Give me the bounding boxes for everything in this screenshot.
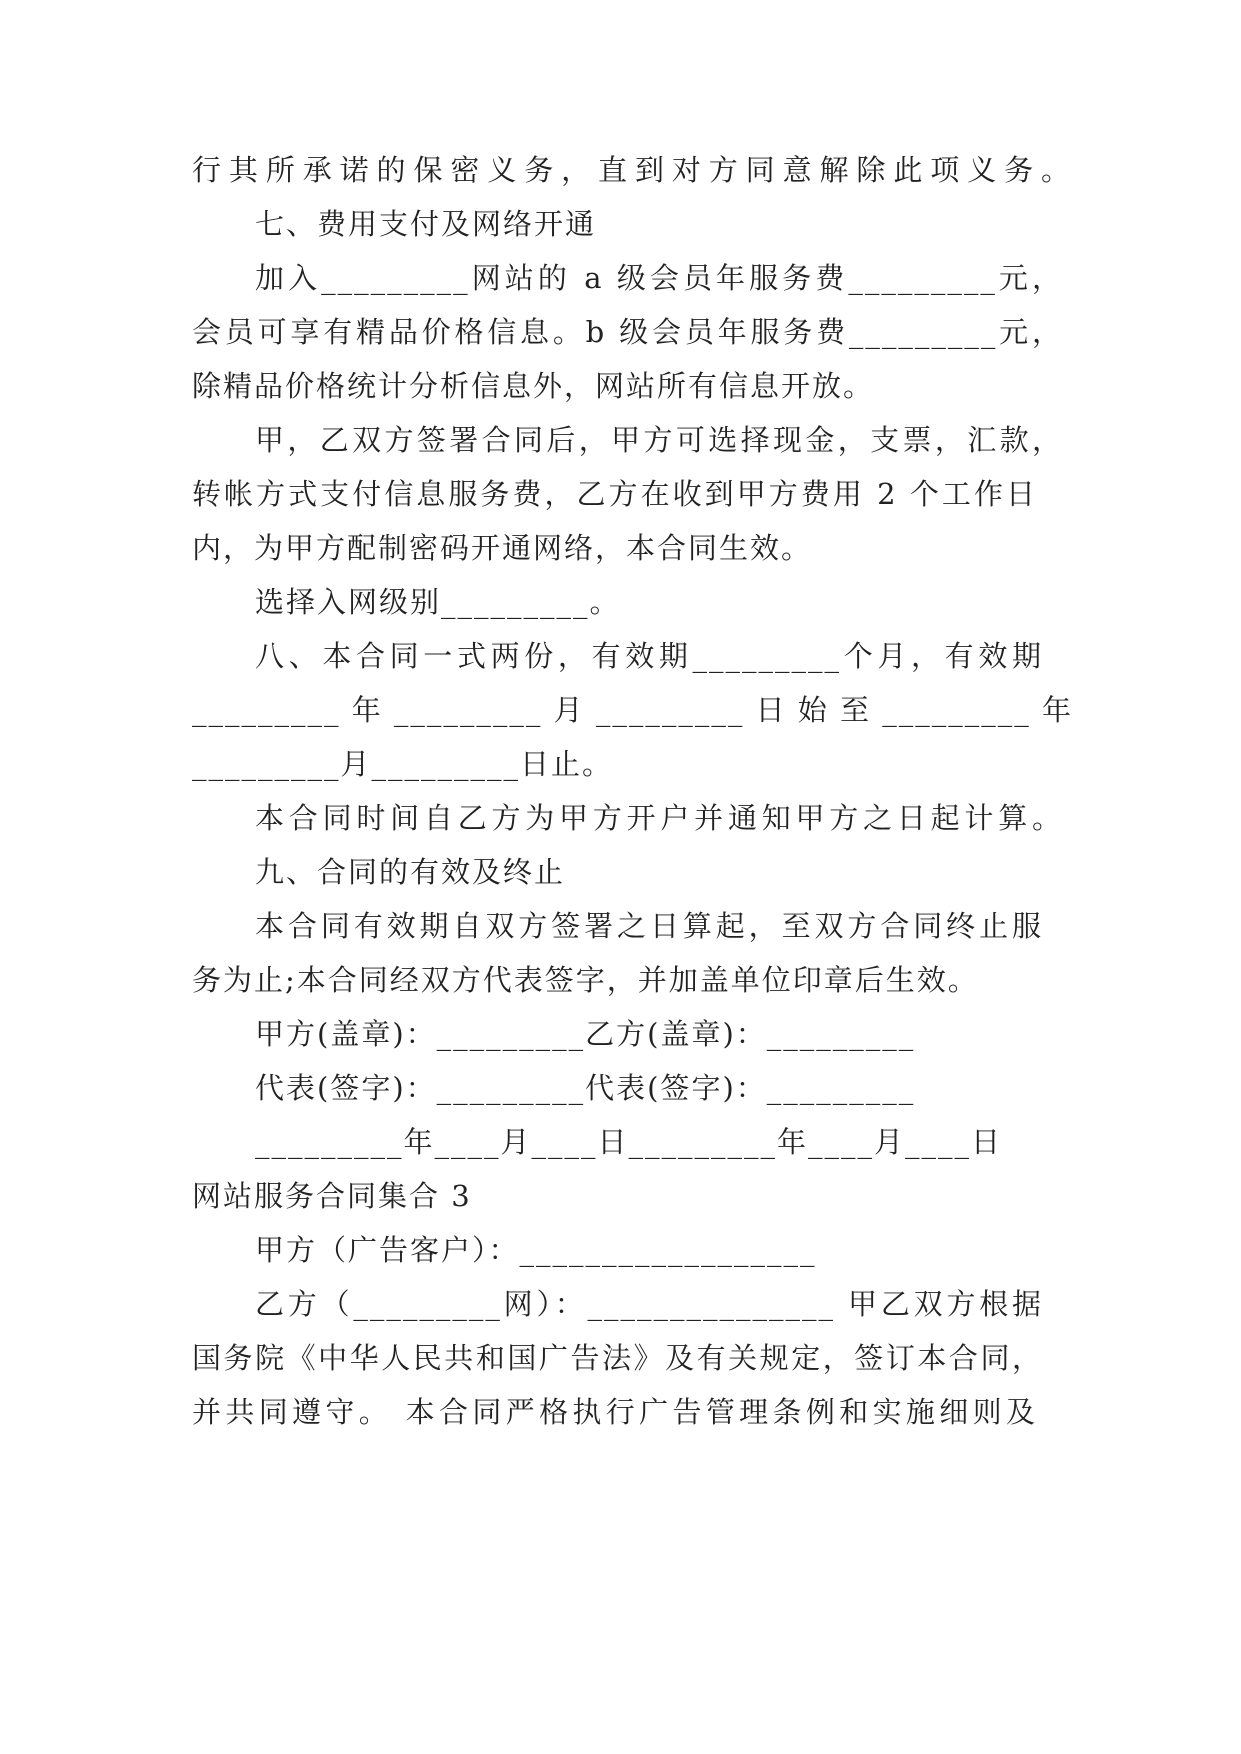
- paragraph-line: 并共同遵守。 本合同严格执行广告管理条例和实施细则及: [192, 1395, 1037, 1429]
- section-heading: 九、合同的有效及终止: [255, 855, 566, 889]
- paragraph-line: 本合同有效期自双方签署之日算起，至双方合同终止服: [255, 909, 1043, 943]
- section-heading: 七、费用支付及网络开通: [255, 207, 597, 241]
- document-title: 网站服务合同集合 3: [192, 1179, 472, 1213]
- paragraph-line: 甲，乙双方签署合同后，甲方可选择现金，支票，汇款，: [255, 423, 1063, 457]
- paragraph-line: 加入_________网站的 a 级会员年服务费_________元，: [255, 261, 1063, 295]
- paragraph-line: 内，为甲方配制密码开通网络，本合同生效。: [192, 531, 813, 565]
- paragraph-line: 八、本合同一式两份，有效期_________个月，有效期: [255, 639, 1043, 673]
- paragraph-line: 国务院《中华人民共和国广告法》及有关规定，签订本合同，: [192, 1341, 1043, 1375]
- signature-line: 甲方(盖章)：_________乙方(盖章)：_________: [255, 1017, 916, 1051]
- paragraph-line: 行其所承诺的保密义务，直到对方同意解除此项义务。: [192, 153, 1072, 187]
- paragraph-line: 会员可享有精品价格信息。b 级会员年服务费_________元，: [192, 315, 1063, 349]
- signature-line: 代表(签字)：_________代表(签字)：_________: [255, 1071, 916, 1105]
- party-line: 甲方（广告客户）：__________________: [255, 1233, 817, 1267]
- paragraph-line: 转帐方式支付信息服务费，乙方在收到甲方费用 2 个工作日: [192, 477, 1037, 511]
- paragraph-line: 选择入网级别_________。: [255, 585, 621, 619]
- paragraph-line: _________ 年 _________ 月 _________ 日 始 至 _________ 年: [192, 693, 1073, 727]
- paragraph-line: _________月_________日止。: [192, 747, 614, 781]
- paragraph-line: 务为止;本合同经双方代表签字，并加盖单位印章后生效。: [192, 963, 979, 997]
- paragraph-line: 除精品价格统计分析信息外，网站所有信息开放。: [192, 369, 875, 403]
- paragraph-line: 本合同时间自乙方为甲方开户并通知甲方之日起计算。: [255, 801, 1063, 835]
- party-line: 乙方（_________网）：_______________ 甲乙双方根据: [255, 1287, 1043, 1321]
- date-line: _________年____月____日_________年____月____日: [255, 1125, 1003, 1159]
